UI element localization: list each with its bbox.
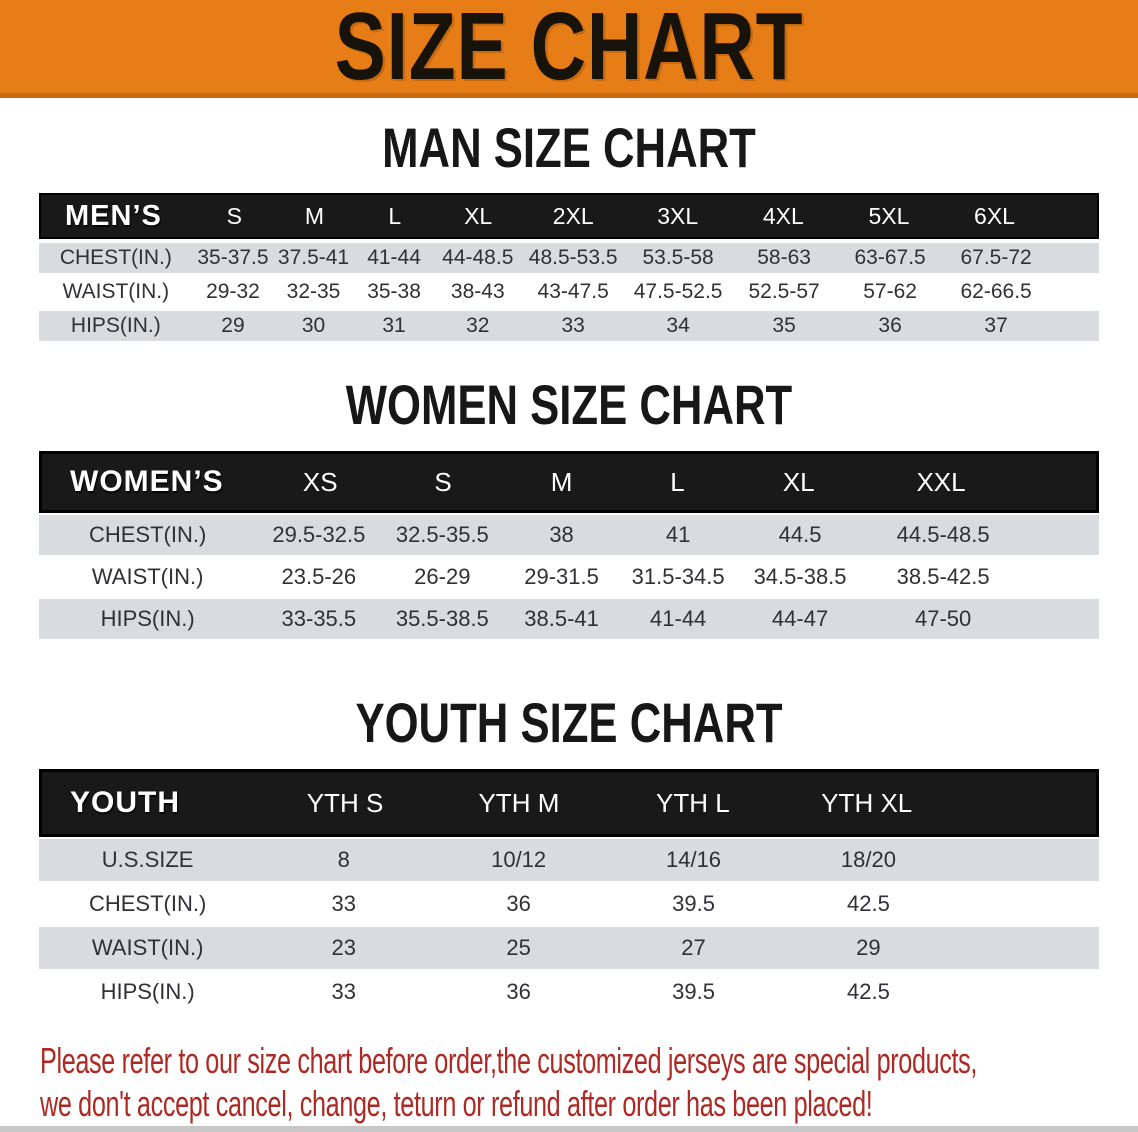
cell-value: 43-47.5 xyxy=(537,280,609,303)
column-header: L xyxy=(670,466,685,497)
column-header: 6XL xyxy=(974,202,1015,229)
column-header: XS xyxy=(302,466,338,497)
cell-value: 52.5-57 xyxy=(748,280,820,303)
row-label: HIPS(IN.) xyxy=(70,314,161,337)
column-header: 4XL xyxy=(762,202,804,229)
table-row xyxy=(39,971,1099,1013)
cell-value: 47.5-52.5 xyxy=(633,280,723,303)
disclaimer-line: we don't accept cancel, change, teturn or refund after order has been placed! xyxy=(40,1083,873,1124)
section-heading: MAN SIZE CHART xyxy=(382,116,756,179)
cell-value: 41-44 xyxy=(367,246,421,269)
cell-value: 14/16 xyxy=(665,847,722,872)
table-row xyxy=(39,515,1099,555)
size-section-youth xyxy=(0,691,1138,1013)
cell-value: 39.5 xyxy=(672,891,715,916)
table-row xyxy=(39,927,1099,969)
cell-value: 29-31.5 xyxy=(524,564,599,589)
cell-value: 34.5-38.5 xyxy=(753,564,847,589)
cell-value: 44.5 xyxy=(778,522,822,547)
table-row xyxy=(39,311,1099,341)
cell-value: 26-29 xyxy=(414,564,471,589)
cell-value: 62-66.5 xyxy=(960,280,1032,303)
cell-value: 53.5-58 xyxy=(642,246,714,269)
cell-value: 35-38 xyxy=(367,280,421,303)
cell-value: 48.5-53.5 xyxy=(528,246,618,269)
cell-value: 23 xyxy=(331,935,356,960)
cell-value: 44-47 xyxy=(771,606,829,631)
cell-value: 29 xyxy=(856,935,881,960)
cell-value: 33-35.5 xyxy=(281,606,357,631)
table-row xyxy=(39,277,1099,307)
cell-value: 32.5-35.5 xyxy=(395,522,489,547)
row-label: WAIST(IN.) xyxy=(91,935,204,960)
column-header: XL xyxy=(464,202,493,229)
cell-value: 29.5-32.5 xyxy=(272,522,366,547)
cell-value: 36 xyxy=(878,314,902,337)
column-header: 3XL xyxy=(657,202,699,229)
column-header: L xyxy=(388,202,402,229)
cell-value: 33 xyxy=(561,314,585,337)
column-header: M xyxy=(550,466,573,497)
cell-value: 38.5-41 xyxy=(524,606,599,631)
disclaimer-line: Please refer to our size chart before order,the customized jerseys are special products, xyxy=(40,1040,978,1081)
cell-value: 37.5-41 xyxy=(277,246,350,269)
cell-value: 42.5 xyxy=(847,891,890,916)
cell-value: 35 xyxy=(772,314,796,337)
bottom-strip xyxy=(0,1126,1138,1132)
column-header: S xyxy=(226,202,242,229)
cell-value: 47-50 xyxy=(915,606,972,631)
column-header: M xyxy=(304,202,325,229)
cell-value: 32 xyxy=(466,314,490,337)
column-header: 5XL xyxy=(868,202,910,229)
section-heading: YOUTH SIZE CHART xyxy=(355,691,783,754)
size-table xyxy=(39,451,1099,639)
row-label: CHEST(IN.) xyxy=(88,891,207,916)
column-header: YTH XL xyxy=(821,787,913,818)
column-header: 2XL xyxy=(552,202,594,229)
cell-value: 18/20 xyxy=(840,847,896,872)
disclaimer xyxy=(40,1039,1138,1125)
sections xyxy=(0,116,1138,1013)
cell-value: 38.5-42.5 xyxy=(896,564,990,589)
cell-value: 31.5-34.5 xyxy=(631,564,725,589)
column-header: XL xyxy=(782,466,815,497)
row-label: HIPS(IN.) xyxy=(100,979,195,1004)
group-label: MEN’S xyxy=(65,199,162,232)
cell-value: 63-67.5 xyxy=(854,246,926,269)
cell-value: 8 xyxy=(337,847,350,872)
table-header-row xyxy=(39,769,1099,837)
column-header: YTH M xyxy=(478,787,560,818)
cell-value: 32-35 xyxy=(286,280,341,303)
table-row xyxy=(39,883,1099,925)
row-label: WAIST(IN.) xyxy=(91,564,204,589)
size-table xyxy=(39,193,1099,341)
cell-value: 23.5-26 xyxy=(281,564,357,589)
table-row xyxy=(39,839,1099,881)
cell-value: 41-44 xyxy=(650,606,707,631)
column-header: XXL xyxy=(916,466,966,497)
table-row xyxy=(39,599,1099,639)
cell-value: 38-43 xyxy=(450,280,505,303)
cell-value: 58-63 xyxy=(757,246,811,269)
table-header-row xyxy=(39,193,1099,239)
cell-value: 31 xyxy=(382,314,406,337)
row-label: U.S.SIZE xyxy=(101,847,194,872)
size-table xyxy=(39,769,1099,1013)
cell-value: 27 xyxy=(681,935,706,960)
cell-value: 42.5 xyxy=(847,979,890,1004)
cell-value: 44-48.5 xyxy=(442,246,514,269)
cell-value: 34 xyxy=(666,314,690,337)
cell-value: 38 xyxy=(549,522,574,547)
row-label: WAIST(IN.) xyxy=(62,280,170,303)
cell-value: 39.5 xyxy=(672,979,715,1004)
cell-value: 29 xyxy=(221,314,245,337)
cell-value: 36 xyxy=(506,979,531,1004)
column-header: YTH L xyxy=(655,787,730,818)
table-row xyxy=(39,557,1099,597)
size-section-womens xyxy=(0,373,1138,639)
row-label: CHEST(IN.) xyxy=(88,522,207,547)
column-header: S xyxy=(434,466,452,497)
cell-value: 29-32 xyxy=(206,280,260,303)
cell-value: 57-62 xyxy=(863,280,917,303)
cell-value: 33 xyxy=(331,979,356,1004)
cell-value: 67.5-72 xyxy=(960,246,1032,269)
row-label: CHEST(IN.) xyxy=(59,246,172,269)
cell-value: 30 xyxy=(301,314,326,337)
column-header: YTH S xyxy=(306,787,384,818)
cell-value: 35.5-38.5 xyxy=(395,606,489,631)
cell-value: 36 xyxy=(506,891,531,916)
cell-value: 35-37.5 xyxy=(197,246,269,269)
row-label: HIPS(IN.) xyxy=(100,606,195,631)
cell-value: 10/12 xyxy=(491,847,547,872)
group-label: YOUTH xyxy=(70,786,180,819)
cell-value: 33 xyxy=(331,891,356,916)
group-label: WOMEN’S xyxy=(70,465,224,498)
section-heading: WOMEN SIZE CHART xyxy=(345,373,793,436)
cell-value: 44.5-48.5 xyxy=(896,522,990,547)
cell-value: 25 xyxy=(506,935,531,960)
cell-value: 41 xyxy=(665,522,691,547)
cell-value: 37 xyxy=(984,314,1008,337)
table-row xyxy=(39,243,1099,273)
banner xyxy=(0,0,1138,98)
size-section-mens xyxy=(0,116,1138,341)
banner-title: SIZE CHART xyxy=(334,0,804,98)
table-header-row xyxy=(39,451,1099,513)
